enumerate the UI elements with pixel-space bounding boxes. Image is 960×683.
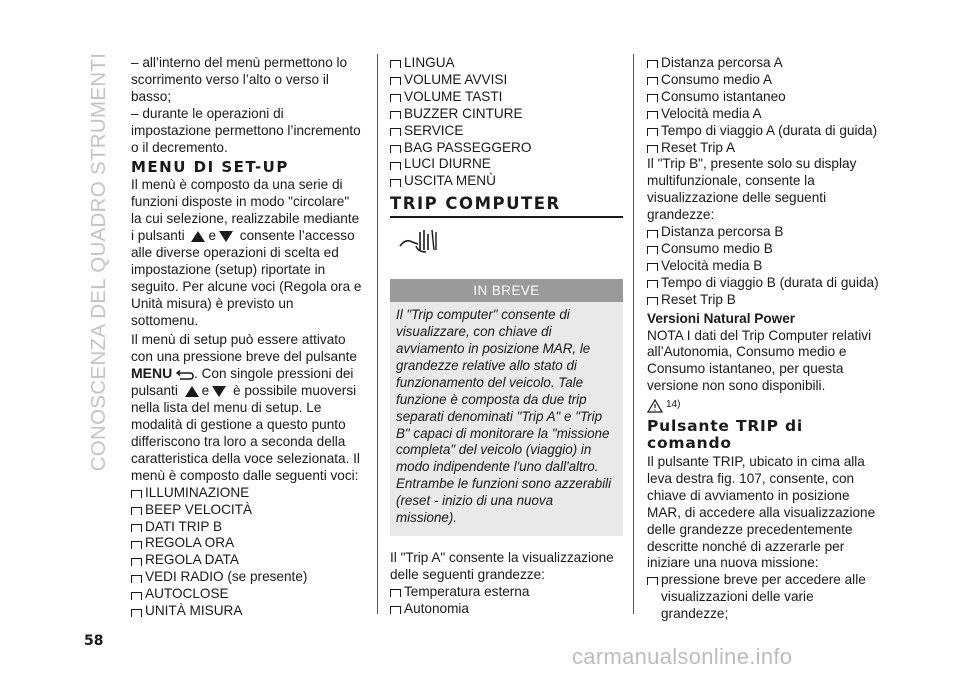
bullet-icon [390, 77, 401, 85]
list-item: VEDI RADIO (se presente) [131, 569, 363, 586]
bullet-icon [647, 230, 658, 238]
bullet-icon [390, 111, 401, 119]
list-item: REGOLA DATA [131, 552, 363, 569]
list-item: USCITA MENÙ [390, 173, 623, 190]
list-item: DATI TRIP B [131, 519, 363, 536]
watermark: carmanualsonline.info [572, 644, 793, 669]
paragraph: Il menù di setup può essere attivato con una pressione breve del pulsante MENU . Con singole pressioni dei pulsanti e è possibile muoversi nella lista del menu di setup. Le modalità di gestione a questo punto differiscono tra loro a seconda della caratteristica della voce selezionata. Il menù è composto dalle seguenti voci: [131, 331, 360, 483]
trip-computer-section [390, 194, 623, 273]
bullet-icon [647, 246, 658, 254]
paragraph: Entrambe le funzioni sono azzerabili (reset - inizio di una nuova missione). [396, 476, 612, 526]
list-item: Tempo di viaggio B (durata di guida) [647, 275, 879, 292]
column-divider [377, 54, 378, 614]
bullet-icon [131, 592, 142, 600]
list-item: AUTOCLOSE [131, 586, 363, 603]
bullet-icon [131, 541, 142, 549]
list-item: VOLUME TASTI [390, 89, 623, 106]
bullet-icon [647, 297, 658, 305]
paragraph: Il "Trip A" consente la visualizzazione delle seguenti grandezze: [390, 549, 614, 582]
list-item: VOLUME AVVISI [390, 72, 623, 89]
menu-items-list [131, 485, 363, 620]
menu-items-list [390, 55, 623, 190]
bullet-icon [131, 558, 142, 566]
arrow-up-icon [191, 231, 205, 242]
bullet-icon [390, 589, 401, 597]
bullet-icon [390, 128, 401, 136]
list-item: Reset Trip A [647, 140, 879, 157]
paragraph: NOTA I dati del Trip Computer relativi all’Autonomia, Consumo medio e Consumo istantaneo, per questa versione non sono disponibili. [647, 327, 872, 394]
section-heading-pulsante-trip: Pulsante TRIP di comando [647, 417, 803, 453]
bullet-icon [647, 280, 658, 288]
list-item: LUCI DIURNE [390, 156, 623, 173]
warning-ref-number: 14) [666, 399, 681, 411]
bullet-icon [390, 145, 401, 153]
bullet-icon [131, 507, 142, 515]
bullet-icon [390, 162, 401, 170]
list-item: pressione breve per accedere alle visualizzazioni delle varie grandezze; [647, 572, 879, 623]
paragraph: Il pulsante TRIP, ubicato in cima alla leva destra fig. 107, consente, con chiave di avviamento in posizione MAR, di accedere alla visualizzazione delle grandezze precedentemente descritte nonché di azzerarle per iniziare una nuova missione: [647, 454, 876, 571]
heading-rule [390, 216, 623, 218]
paragraph: – durante le operazioni di impostazione permettono l’incremento o il decremento. [131, 105, 361, 155]
bullet-icon [647, 128, 658, 136]
list-item: BUZZER CINTURE [390, 106, 623, 123]
list-item: UNITÀ MISURA [131, 603, 363, 620]
list-item: Velocità media B [647, 258, 879, 275]
hand-reading-icon [396, 224, 444, 254]
bullet-icon [390, 94, 401, 102]
list-item: LINGUA [390, 55, 623, 72]
warning-triangle-icon [647, 399, 663, 413]
arrow-up-icon [185, 386, 199, 397]
list-item: Reset Trip B [647, 292, 879, 309]
arrow-down-icon [219, 231, 233, 242]
list-item: REGOLA ORA [131, 535, 363, 552]
list-item: BAG PASSEGGERO [390, 140, 623, 157]
bullet-icon [647, 263, 658, 271]
list-item: Consumo medio A [647, 72, 879, 89]
return-arrow-icon [176, 370, 194, 380]
section-heading-trip-computer: TRIP COMPUTER [390, 194, 561, 214]
bullet-icon [647, 60, 658, 68]
in-breve-body [390, 302, 623, 536]
warning-reference [647, 397, 879, 414]
in-breve-title: IN BREVE [390, 279, 623, 302]
list-item: SERVICE [390, 123, 623, 140]
menu-button-label: MENU [131, 365, 173, 382]
list-item: Velocità media A [647, 106, 879, 123]
sidebar-chapter-title [84, 48, 114, 476]
bullet-icon [647, 94, 658, 102]
section-heading-menu-setup: MENU DI SET-UP [131, 158, 289, 177]
paragraph: – all’interno del menù permettono lo scorrimento verso l’alto o verso il basso; [131, 55, 348, 104]
column-divider [633, 54, 634, 614]
paragraph: Il "Trip B", presente solo su display multifunzionale, consente la visualizzazione delle seguenti grandezze: [647, 156, 857, 223]
bullet-icon [390, 179, 401, 187]
arrow-down-icon [212, 386, 226, 397]
bullet-icon [390, 606, 401, 614]
bullet-icon [131, 524, 142, 532]
bullet-icon [647, 111, 658, 119]
bullet-icon [647, 145, 658, 153]
bullet-icon [131, 575, 142, 583]
list-item: Distanza percorsa B [647, 224, 879, 241]
column-3 [647, 55, 879, 623]
list-item: Autonomia [390, 601, 623, 618]
list-item: Tempo di viaggio A (durata di guida) [647, 123, 879, 140]
bullet-icon [131, 609, 142, 617]
page-number: 58 [84, 633, 104, 649]
bullet-icon [647, 577, 658, 585]
in-breve-box [390, 279, 623, 536]
paragraph: Il "Trip computer" consente di visualizzare, con chiave di avviamento in posizione MAR, le grandezze relative allo stato di funzionamento del veicolo. Tale funzione è composta da due trip separati denominati "Trip A" e "Trip B" capaci di monitorare la "missione completa" del veicolo (viaggio) in modo indipendente l'uno dall'altro. [396, 307, 610, 475]
column-2 [390, 55, 623, 618]
column-1 [131, 55, 363, 620]
list-item: Consumo istantaneo [647, 89, 879, 106]
subheading-natural-power: Versioni Natural Power [647, 310, 796, 326]
list-item: BEEP VELOCITÀ [131, 502, 363, 519]
chapter-title-text: CONOSCENZA DEL QUADRO STRUMENTI [87, 52, 110, 472]
bullet-icon [647, 77, 658, 85]
bullet-icon [131, 490, 142, 498]
list-item: Consumo medio B [647, 241, 879, 258]
paragraph: Il menù è composto da una serie di funzioni disposte in modo "circolare" la cui selezione, realizzabile mediante i pulsanti e consente l’accesso alle diverse operazioni di scelta ed impostazione (setup) riportate in seguito. Per alcune voci (Regola ora e Unità misura) è previsto un sottomenu. [131, 177, 362, 328]
bullet-icon [390, 60, 401, 68]
list-item: Distanza percorsa A [647, 55, 879, 72]
list-item: ILLUMINAZIONE [131, 485, 363, 502]
list-item: Temperatura esterna [390, 584, 623, 601]
